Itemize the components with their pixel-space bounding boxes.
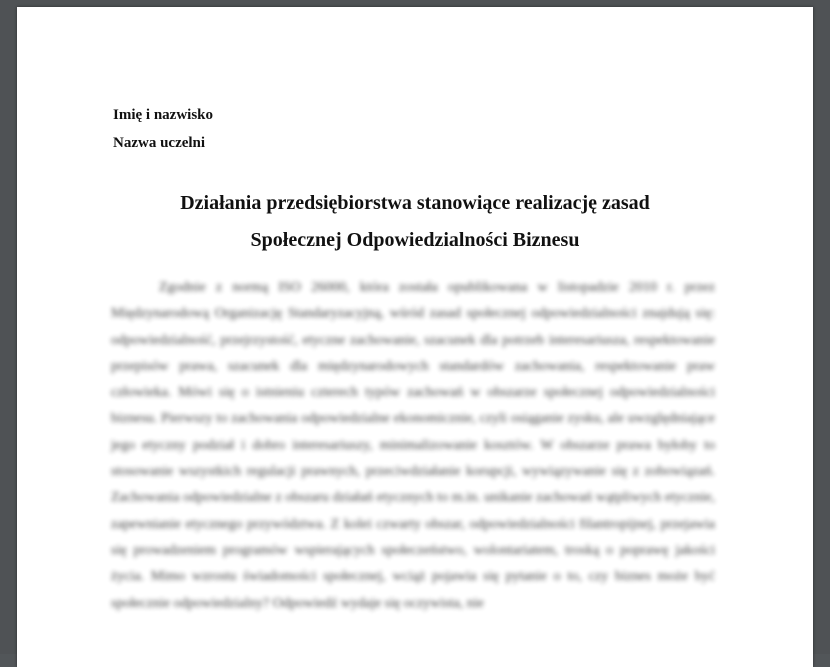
university-name: Nazwa uczelni	[113, 135, 206, 151]
title-line-1: Działania przedsiębiorstwa stanowiące realizację zasad	[180, 192, 650, 214]
body-paragraph: Zgodnie z normą ISO 26000, która została opublikowana w listopadzie 2010 r. przez Międzynarodową Organizację Standaryzacyjną, wśród zasad społecznej odpowiedzialności znajdują się: odpowiedzialność, przejrzystość, etyczne zachowanie, szacunek dla potrzeb interesariusza, respektowanie przepisów prawa, szacunek dla międzynarodowych standardów zachowania, respektowanie praw człowieka. Mówi się o istnieniu czterech typów zachowań w obszarze społecznej odpowiedzialności biznesu. Pierwszy to zachowania odpowiedzialne ekonomicznie, czyli osiąganie zysku, ale uwzględniające jego etyczny podział i dobro interesariuszy, minimalizowanie kosztów. W obszarze prawa byłoby to stosowanie wszystkich regulacji prawnych, przeciwdziałanie korupcji, wywiązywanie się z zobowiązań. Zachowania odpowiedzialne z obszaru działań etycznych to m.in. unikanie zachowań wątpliwych etycznie, zapewnianie etycznego przywództwa. Z kolei czwarty obszar, odpowiedzialności filantropijnej, przejawia się prowadzeniem programów wspierających społeczeństwo, wolontariatem, troską o poprawę jakości życia. Mimo wzrostu świadomości społecznej, wciąż pojawia się pytanie o to, czy biznes może być społecznie odpowiedzialny? Odpowiedź wydaje się oczywista, nie	[111, 280, 715, 611]
author-block	[113, 101, 213, 157]
title-line-2: Społecznej Odpowiedzialności Biznesu	[250, 229, 580, 251]
author-name: Imię i nazwisko	[113, 107, 214, 123]
document-title	[17, 185, 813, 259]
document-page	[17, 7, 813, 667]
body-text	[111, 275, 715, 617]
